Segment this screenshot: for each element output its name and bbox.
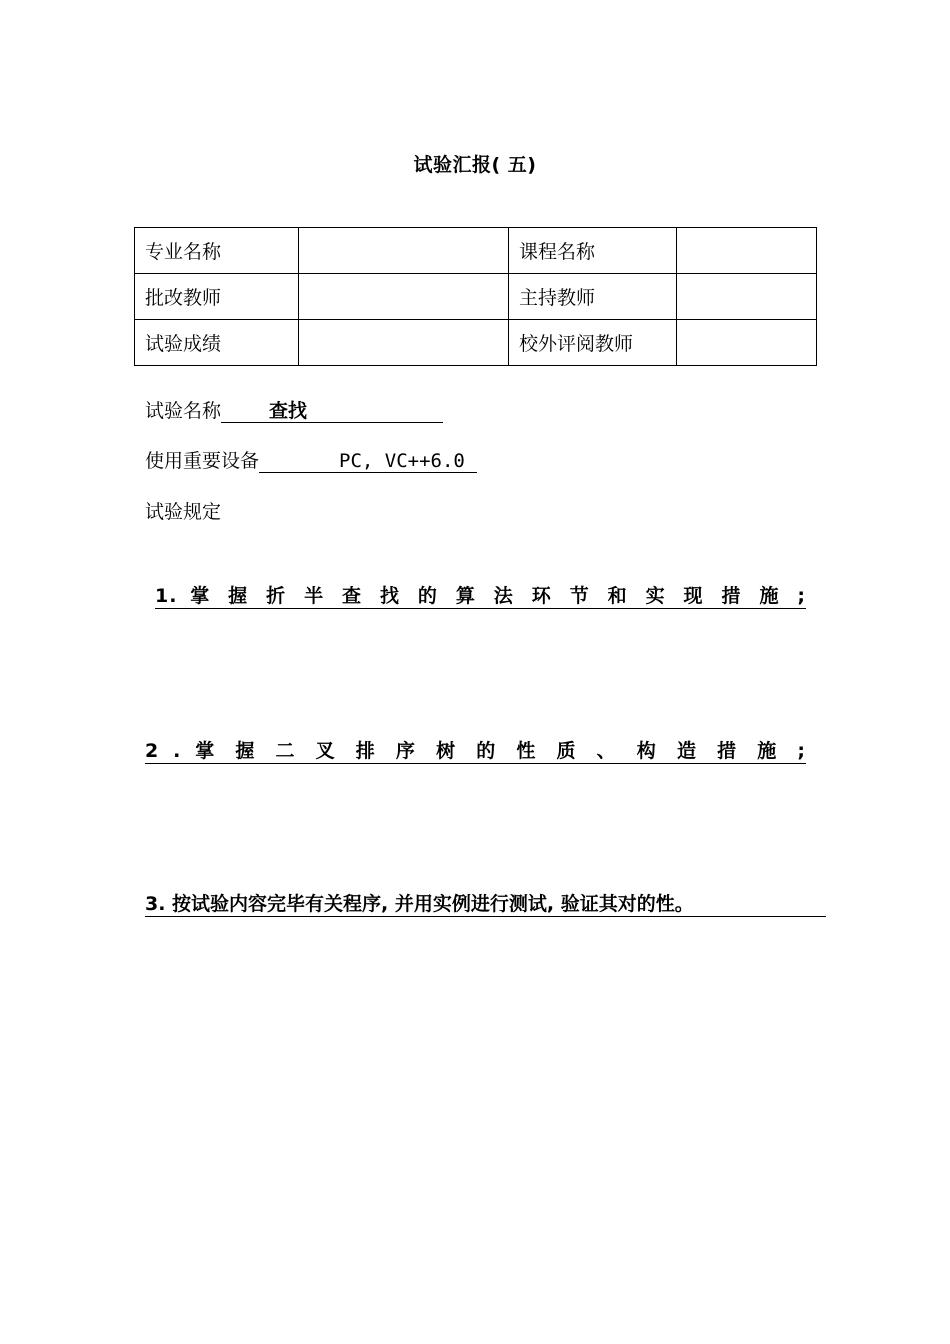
external-reviewer-label: 校外评阅教师 bbox=[509, 320, 677, 366]
score-label: 试验成绩 bbox=[135, 320, 299, 366]
requirements-heading: 试验规定 bbox=[145, 501, 222, 523]
requirement-item-2: 2 . 掌 握 二 叉 排 序 树 的 性 质 、 构 造 措 施 ; bbox=[145, 740, 806, 762]
table-row bbox=[135, 320, 817, 366]
requirement-item-1: 1. 掌 握 折 半 查 找 的 算 法 环 节 和 实 现 措 施 ; bbox=[155, 585, 806, 607]
table-row bbox=[135, 274, 817, 320]
grader-label: 批改教师 bbox=[135, 274, 299, 320]
table-row bbox=[135, 228, 817, 274]
equipment-label: 使用重要设备 bbox=[145, 450, 260, 472]
course-label: 课程名称 bbox=[509, 228, 677, 274]
equipment-value: PC, VC++6.0 bbox=[259, 449, 477, 473]
external-reviewer-value bbox=[677, 320, 817, 366]
course-value bbox=[677, 228, 817, 274]
report-info-table bbox=[134, 227, 817, 366]
major-value bbox=[299, 228, 509, 274]
page-title: 试验汇报( 五) bbox=[413, 154, 537, 176]
instructor-label: 主持教师 bbox=[509, 274, 677, 320]
equipment-line bbox=[145, 446, 477, 473]
experiment-name-line bbox=[145, 396, 443, 423]
instructor-value bbox=[677, 274, 817, 320]
score-value bbox=[299, 320, 509, 366]
experiment-name-label: 试验名称 bbox=[145, 400, 222, 422]
requirement-item-3: 3. 按试验内容完毕有关程序, 并用实例进行测试, 验证其对的性。 bbox=[145, 892, 826, 917]
experiment-name-value: 查找 bbox=[221, 399, 443, 423]
grader-value bbox=[299, 274, 509, 320]
major-label: 专业名称 bbox=[135, 228, 299, 274]
